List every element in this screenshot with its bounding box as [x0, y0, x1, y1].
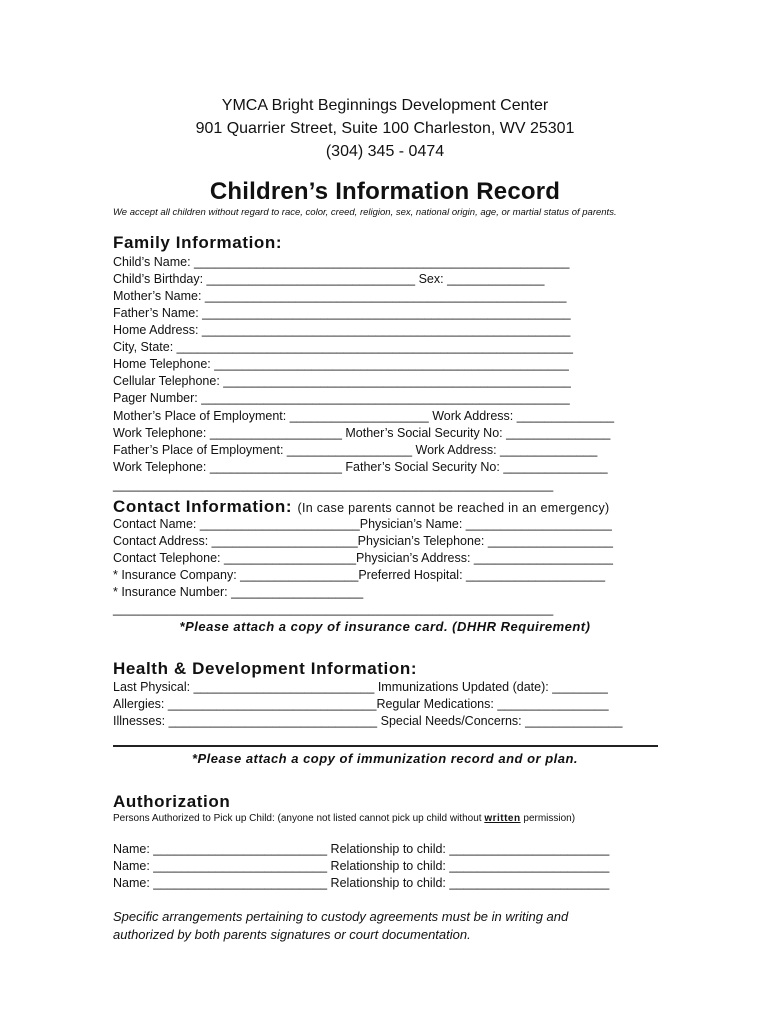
field-authorized-name-2[interactable]: Name: _________________________ Relationship to child: _______________________ [113, 859, 610, 873]
field-cellular-telephone[interactable]: Cellular Telephone: __________________________________________________ [113, 374, 571, 388]
authorization-heading: Authorization [113, 792, 231, 811]
field-illnesses[interactable]: Illnesses: ______________________________ Special Needs/Concerns: ______________ [113, 714, 623, 728]
contact-heading-note: (In case parents cannot be reached in an emergency) [297, 501, 610, 515]
immunization-attach-note: *Please attach a copy of immunization record and or plan. [191, 751, 579, 766]
org-phone: (304) 345 - 0474 [325, 143, 445, 160]
field-fathers-employment[interactable]: Father’s Place of Employment: __________________ Work Address: ______________ [113, 443, 598, 457]
field-pager-number[interactable]: Pager Number: _____________________________________________________ [113, 391, 570, 405]
field-fathers-name[interactable]: Father’s Name: _____________________________________________________ [113, 306, 571, 320]
custody-note-line-2: authorized by both parents signatures or court documentation. [113, 927, 471, 942]
authorized-persons-prefix: Persons Authorized to Pick up Child: (anyone not listed cannot pick up child without [113, 813, 485, 824]
field-mothers-employment[interactable]: Mother’s Place of Employment: ____________________ Work Address: ______________ [113, 409, 615, 423]
field-contact-name[interactable]: Contact Name: _______________________Physician’s Name: _____________________ [113, 517, 612, 531]
field-childs-birthday[interactable]: Child’s Birthday: ______________________________ Sex: ______________ [113, 272, 545, 286]
field-insurance-number[interactable]: * Insurance Number: ___________________ [113, 585, 364, 599]
authorized-persons-text [113, 813, 575, 824]
field-contact-telephone[interactable]: Contact Telephone: ___________________Physician’s Address: ____________________ [113, 551, 613, 565]
field-childs-name[interactable]: Child’s Name: ______________________________________________________ [113, 255, 570, 269]
health-heading: Health & Development Information: [113, 659, 418, 678]
field-home-telephone[interactable]: Home Telephone: ___________________________________________________ [113, 357, 569, 371]
family-divider: ______________________________________________________________ [113, 478, 554, 492]
disclaimer: We accept all children without regard to race, color, creed, religion, sex, national origin, age, or martial status of parents. [113, 207, 617, 218]
org-name: YMCA Bright Beginnings Development Center [221, 97, 549, 114]
field-authorized-name-1[interactable]: Name: _________________________ Relationship to child: _______________________ [113, 842, 610, 856]
family-heading: Family Information: [113, 233, 283, 252]
contact-divider: ______________________________________________________________ [113, 602, 554, 616]
field-last-physical[interactable]: Last Physical: __________________________ Immunizations Updated (date): ________ [113, 680, 608, 694]
field-fathers-work-telephone[interactable]: Work Telephone: ___________________ Father’s Social Security No: _______________ [113, 460, 608, 474]
org-address: 901 Quarrier Street, Suite 100 Charleston, WV 25301 [195, 120, 575, 137]
field-mothers-work-telephone[interactable]: Work Telephone: ___________________ Mother’s Social Security No: _______________ [113, 426, 611, 440]
health-divider [113, 745, 658, 747]
field-mothers-name[interactable]: Mother’s Name: ____________________________________________________ [113, 289, 567, 303]
insurance-attach-note: *Please attach a copy of insurance card. (DHHR Requirement) [179, 619, 591, 634]
field-authorized-name-3[interactable]: Name: _________________________ Relationship to child: _______________________ [113, 876, 610, 890]
field-home-address[interactable]: Home Address: _____________________________________________________ [113, 323, 571, 337]
field-contact-address[interactable]: Contact Address: _____________________Physician’s Telephone: __________________ [113, 534, 613, 548]
custody-note [113, 908, 568, 944]
custody-note-line-1: Specific arrangements pertaining to custody agreements must be in writing and [113, 909, 569, 924]
contact-heading [113, 497, 610, 517]
field-insurance-company[interactable]: * Insurance Company: _________________Preferred Hospital: ____________________ [113, 568, 606, 582]
written-emphasis: written [484, 813, 521, 824]
authorized-persons-suffix: permission) [520, 813, 576, 824]
contact-heading-title: Contact Information: [113, 497, 293, 516]
field-allergies[interactable]: Allergies: ______________________________Regular Medications: ________________ [113, 697, 609, 711]
page-title: Children’s Information Record [209, 178, 561, 205]
field-city-state[interactable]: City, State: _________________________________________________________ [113, 340, 573, 354]
